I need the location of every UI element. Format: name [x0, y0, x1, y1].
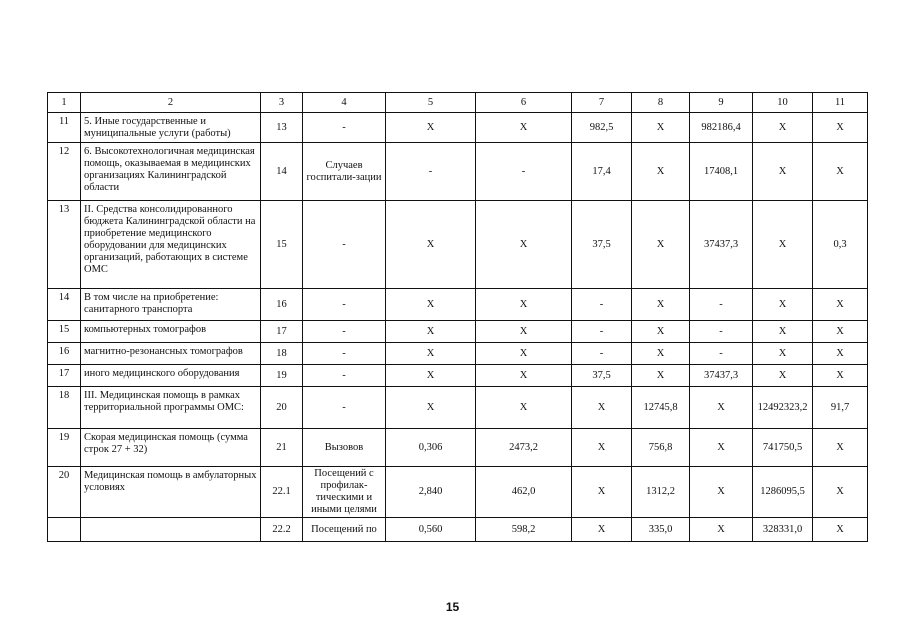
value-cell-11: X	[813, 343, 868, 365]
header-cell: 5	[386, 93, 476, 113]
row-number-cell: 18	[48, 387, 81, 429]
value-cell-11: X	[813, 113, 868, 143]
line-code-cell: 18	[261, 343, 303, 365]
value-cell-10: X	[753, 143, 813, 201]
line-code-cell: 22.1	[261, 467, 303, 518]
unit-cell: Вызовов	[303, 429, 386, 467]
value-cell-5: X	[386, 289, 476, 321]
table-row	[48, 429, 868, 467]
value-cell-11: 0,3	[813, 201, 868, 289]
value-cell-9: 37437,3	[690, 365, 753, 387]
line-code-cell: 14	[261, 143, 303, 201]
value-cell-11: X	[813, 467, 868, 518]
indicator-name-cell: 5. Иные государственные и муниципальные услуги (работы)	[81, 113, 261, 143]
value-cell-8: X	[632, 201, 690, 289]
row-number-cell: 17	[48, 365, 81, 387]
row-number-cell: 15	[48, 321, 81, 343]
row-number-cell: 19	[48, 429, 81, 467]
table-row	[48, 143, 868, 201]
header-cell: 2	[81, 93, 261, 113]
indicator-name-cell: 6. Высокотехнологичная медицинская помощь, оказываемая в медицинских организациях Калининградской области	[81, 143, 261, 201]
value-cell-8: X	[632, 365, 690, 387]
row-number-cell: 16	[48, 343, 81, 365]
value-cell-7: -	[572, 321, 632, 343]
unit-cell: -	[303, 289, 386, 321]
value-cell-10: X	[753, 289, 813, 321]
value-cell-7: 17,4	[572, 143, 632, 201]
line-code-cell: 15	[261, 201, 303, 289]
header-row	[48, 93, 868, 113]
value-cell-10: X	[753, 201, 813, 289]
value-cell-11: X	[813, 143, 868, 201]
table-row	[48, 201, 868, 289]
value-cell-9: X	[690, 387, 753, 429]
table-row	[48, 113, 868, 143]
header-cell: 3	[261, 93, 303, 113]
value-cell-10: 328331,0	[753, 518, 813, 542]
value-cell-7: X	[572, 429, 632, 467]
value-cell-8: X	[632, 343, 690, 365]
header-cell: 10	[753, 93, 813, 113]
value-cell-5: 2,840	[386, 467, 476, 518]
value-cell-7: X	[572, 387, 632, 429]
value-cell-6: X	[476, 201, 572, 289]
unit-cell: Случаев госпитали-зации	[303, 143, 386, 201]
value-cell-5: X	[386, 365, 476, 387]
line-code-cell: 22.2	[261, 518, 303, 542]
row-number-cell: 11	[48, 113, 81, 143]
line-code-cell: 21	[261, 429, 303, 467]
value-cell-9: 17408,1	[690, 143, 753, 201]
table-row	[48, 343, 868, 365]
table-row	[48, 467, 868, 518]
value-cell-6: -	[476, 143, 572, 201]
unit-cell: Посещений с профилак-тическими и иными целями	[303, 467, 386, 518]
value-cell-7: X	[572, 467, 632, 518]
value-cell-10: X	[753, 321, 813, 343]
value-cell-9: 37437,3	[690, 201, 753, 289]
value-cell-9: -	[690, 321, 753, 343]
value-cell-10: X	[753, 365, 813, 387]
unit-cell: -	[303, 321, 386, 343]
value-cell-9: -	[690, 289, 753, 321]
header-cell: 1	[48, 93, 81, 113]
value-cell-7: -	[572, 343, 632, 365]
row-number-cell	[48, 518, 81, 542]
value-cell-11: X	[813, 429, 868, 467]
value-cell-8: X	[632, 289, 690, 321]
indicator-name-cell: II. Средства консолидированного бюджета Калининградской области на приобретение медицинского оборудовании для медицинских организаций, работающих в системе ОМС	[81, 201, 261, 289]
line-code-cell: 19	[261, 365, 303, 387]
value-cell-5: 0,560	[386, 518, 476, 542]
value-cell-7: 982,5	[572, 113, 632, 143]
row-number-cell: 14	[48, 289, 81, 321]
value-cell-7: 37,5	[572, 365, 632, 387]
value-cell-11: X	[813, 365, 868, 387]
value-cell-5: X	[386, 113, 476, 143]
value-cell-9: X	[690, 518, 753, 542]
budget-table	[47, 92, 868, 542]
value-cell-6: 462,0	[476, 467, 572, 518]
table-row	[48, 289, 868, 321]
table-row	[48, 518, 868, 542]
header-cell: 9	[690, 93, 753, 113]
value-cell-5: X	[386, 321, 476, 343]
table-body	[48, 93, 868, 542]
table-wrapper	[47, 92, 867, 542]
row-number-cell: 12	[48, 143, 81, 201]
indicator-name-cell: магнитно-резонансных томографов	[81, 343, 261, 365]
table-row	[48, 387, 868, 429]
value-cell-11: X	[813, 289, 868, 321]
line-code-cell: 20	[261, 387, 303, 429]
value-cell-6: X	[476, 113, 572, 143]
table-row	[48, 365, 868, 387]
value-cell-8: 1312,2	[632, 467, 690, 518]
value-cell-6: X	[476, 289, 572, 321]
row-number-cell: 20	[48, 467, 81, 518]
unit-cell: -	[303, 113, 386, 143]
value-cell-11: 91,7	[813, 387, 868, 429]
value-cell-8: 12745,8	[632, 387, 690, 429]
value-cell-9: X	[690, 429, 753, 467]
value-cell-6: X	[476, 343, 572, 365]
line-code-cell: 17	[261, 321, 303, 343]
value-cell-8: 335,0	[632, 518, 690, 542]
value-cell-7: 37,5	[572, 201, 632, 289]
value-cell-10: 1286095,5	[753, 467, 813, 518]
indicator-name-cell: иного медицинского оборудования	[81, 365, 261, 387]
value-cell-5: X	[386, 343, 476, 365]
line-code-cell: 16	[261, 289, 303, 321]
value-cell-10: 12492323,2	[753, 387, 813, 429]
row-number-cell: 13	[48, 201, 81, 289]
value-cell-8: X	[632, 143, 690, 201]
value-cell-6: X	[476, 321, 572, 343]
header-cell: 4	[303, 93, 386, 113]
value-cell-6: X	[476, 365, 572, 387]
unit-cell: -	[303, 201, 386, 289]
unit-cell: Посещений по	[303, 518, 386, 542]
value-cell-10: 741750,5	[753, 429, 813, 467]
header-cell: 7	[572, 93, 632, 113]
indicator-name-cell: компьютерных томографов	[81, 321, 261, 343]
value-cell-9: -	[690, 343, 753, 365]
indicator-name-cell: В том числе на приобретение: санитарного транспорта	[81, 289, 261, 321]
header-cell: 8	[632, 93, 690, 113]
header-cell: 6	[476, 93, 572, 113]
header-cell: 11	[813, 93, 868, 113]
value-cell-5: -	[386, 143, 476, 201]
unit-cell: -	[303, 343, 386, 365]
value-cell-11: X	[813, 518, 868, 542]
value-cell-5: X	[386, 201, 476, 289]
page-number: 15	[445, 600, 460, 614]
value-cell-7: -	[572, 289, 632, 321]
value-cell-6: X	[476, 387, 572, 429]
indicator-name-cell: Скорая медицинская помощь (сумма строк 27 + 32)	[81, 429, 261, 467]
indicator-name-cell	[81, 518, 261, 542]
table-row	[48, 321, 868, 343]
value-cell-7: X	[572, 518, 632, 542]
value-cell-9: 982186,4	[690, 113, 753, 143]
value-cell-5: X	[386, 387, 476, 429]
value-cell-8: 756,8	[632, 429, 690, 467]
value-cell-6: 598,2	[476, 518, 572, 542]
value-cell-5: 0,306	[386, 429, 476, 467]
indicator-name-cell: III. Медицинская помощь в рамках территориальной программы ОМС:	[81, 387, 261, 429]
unit-cell: -	[303, 365, 386, 387]
line-code-cell: 13	[261, 113, 303, 143]
value-cell-11: X	[813, 321, 868, 343]
value-cell-10: X	[753, 113, 813, 143]
value-cell-8: X	[632, 321, 690, 343]
value-cell-6: 2473,2	[476, 429, 572, 467]
value-cell-8: X	[632, 113, 690, 143]
unit-cell: -	[303, 387, 386, 429]
value-cell-9: X	[690, 467, 753, 518]
indicator-name-cell: Медицинская помощь в амбулаторных условиях	[81, 467, 261, 518]
value-cell-10: X	[753, 343, 813, 365]
